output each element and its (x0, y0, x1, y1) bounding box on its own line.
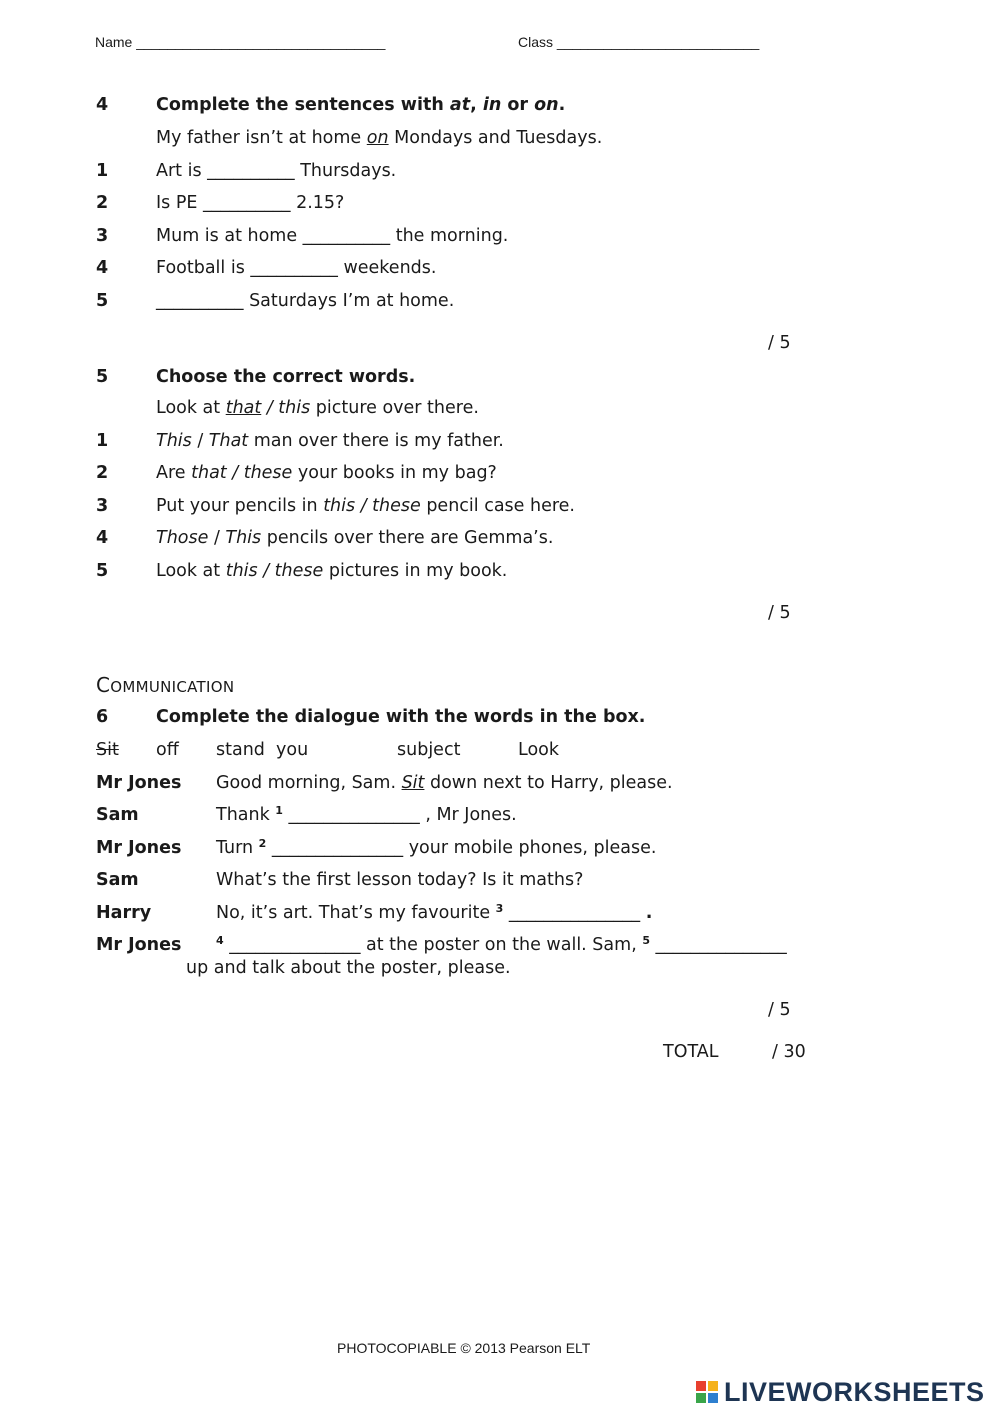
exercise-6-number: 6 (96, 707, 109, 727)
section-heading: COMMUNICATION (96, 673, 235, 697)
speaker-name: Sam (96, 870, 139, 890)
class-field (518, 34, 759, 50)
exercise-6-instruction: Complete the dialogue with the words in the box. (156, 707, 646, 727)
choice-option[interactable]: Those (156, 528, 209, 548)
class-line: __________________________ (556, 34, 760, 50)
liveworksheets-logo[interactable] (696, 1376, 985, 1408)
exercise-5-score: / 5 (768, 603, 791, 623)
choice-option[interactable]: these (243, 463, 293, 483)
name-label: Name (95, 34, 133, 50)
dialogue-line: What’s the first lesson today? Is it maths? (216, 870, 584, 890)
logo-block (708, 1393, 718, 1403)
ex5-item-number: 4 (96, 528, 109, 548)
logo-block (696, 1381, 706, 1391)
name-field (95, 34, 385, 50)
example-answer: on (366, 128, 389, 148)
ex5-item-number: 5 (96, 561, 109, 581)
ex4-item-text: Art is __________ Thursdays. (156, 161, 397, 181)
speaker-name: Mr Jones (96, 838, 182, 858)
choice-option[interactable]: these (274, 561, 324, 581)
box-word: subject (397, 740, 461, 760)
choice-option[interactable]: This (156, 431, 192, 451)
dialogue-line: No, it’s art. That’s my favourite $^3$ _______________ . (216, 902, 653, 923)
choice-option[interactable]: this (225, 561, 258, 581)
ex4-item-text: __________ Saturdays I’m at home. (156, 291, 455, 311)
ex4-item-number: 3 (96, 226, 109, 246)
exercise-4-number: 4 (96, 95, 109, 115)
choice-option[interactable]: That (208, 431, 249, 451)
box-word: Look (518, 740, 559, 760)
example-answer: that (225, 398, 262, 418)
ex4-item-number: 5 (96, 291, 109, 311)
exercise-4-example: My father isn’t at home on Mondays and Tuesdays. (156, 128, 603, 148)
exercise-4-instruction: Complete the sentences with at, in or on. (156, 95, 566, 115)
ex5-item-text: Those / This pencils over there are Gemma’s. (156, 528, 554, 548)
exercise-6-score: / 5 (768, 1000, 791, 1020)
ex5-item-text: Look at this / these pictures in my book. (156, 561, 508, 581)
dialogue-line: Turn $^2$ _______________ your mobile phones, please. (216, 837, 657, 858)
ex5-item-number: 3 (96, 496, 109, 516)
choice-option[interactable]: these (372, 496, 421, 516)
exercise-5-instruction: Choose the correct words. (156, 367, 416, 387)
logo-block (696, 1393, 706, 1403)
ex5-item-number: 1 (96, 431, 109, 451)
box-word: stand (216, 740, 265, 760)
copyright-footer: PHOTOCOPIABLE © 2013 Pearson ELT (337, 1340, 591, 1356)
choice-option[interactable]: this (323, 496, 356, 516)
box-word: you (276, 740, 309, 760)
ex4-item-number: 4 (96, 258, 109, 278)
dialogue-line-continuation: up and talk about the poster, please. (186, 958, 511, 978)
dialogue-line: $^4$ _______________ at the poster on the wall. Sam, $^5$ _______________ (216, 934, 787, 955)
choice-option[interactable]: that (191, 463, 227, 483)
speaker-name: Harry (96, 903, 152, 923)
class-label: Class (518, 34, 554, 50)
total-score: / 30 (772, 1042, 806, 1062)
choice-option[interactable]: This (225, 528, 262, 548)
logo-blocks-icon (696, 1381, 718, 1403)
ex4-item-number: 1 (96, 161, 109, 181)
exercise-5-example: Look at that / this picture over there. (156, 398, 479, 418)
example-answer: Sit (401, 773, 425, 793)
ex4-item-text: Is PE __________ 2.15? (156, 193, 345, 213)
dialogue-line: Good morning, Sam. Sit down next to Harry, please. (216, 773, 673, 793)
ex5-item-text: Put your pencils in this / these pencil case here. (156, 496, 575, 516)
box-word-crossed: Sit (96, 740, 119, 760)
speaker-name: Mr Jones (96, 773, 182, 793)
name-line: ________________________________ (136, 34, 386, 50)
exercise-4-score: / 5 (768, 333, 791, 353)
ex5-item-text: This / That man over there is my father. (156, 431, 504, 451)
dialogue-line: Thank $^1$ _______________ , Mr Jones. (216, 804, 517, 825)
ex5-item-number: 2 (96, 463, 109, 483)
total-label: TOTAL (663, 1042, 719, 1062)
ex4-item-number: 2 (96, 193, 109, 213)
exercise-5-number: 5 (96, 367, 109, 387)
logo-text: LIVEWORKSHEETS (724, 1376, 985, 1407)
ex4-item-text: Mum is at home __________ the morning. (156, 226, 509, 246)
speaker-name: Sam (96, 805, 139, 825)
ex5-item-text: Are that / these your books in my bag? (156, 463, 497, 483)
speaker-name: Mr Jones (96, 935, 182, 955)
box-word: off (156, 740, 179, 760)
logo-block (708, 1381, 718, 1391)
ex4-item-text: Football is __________ weekends. (156, 258, 437, 278)
